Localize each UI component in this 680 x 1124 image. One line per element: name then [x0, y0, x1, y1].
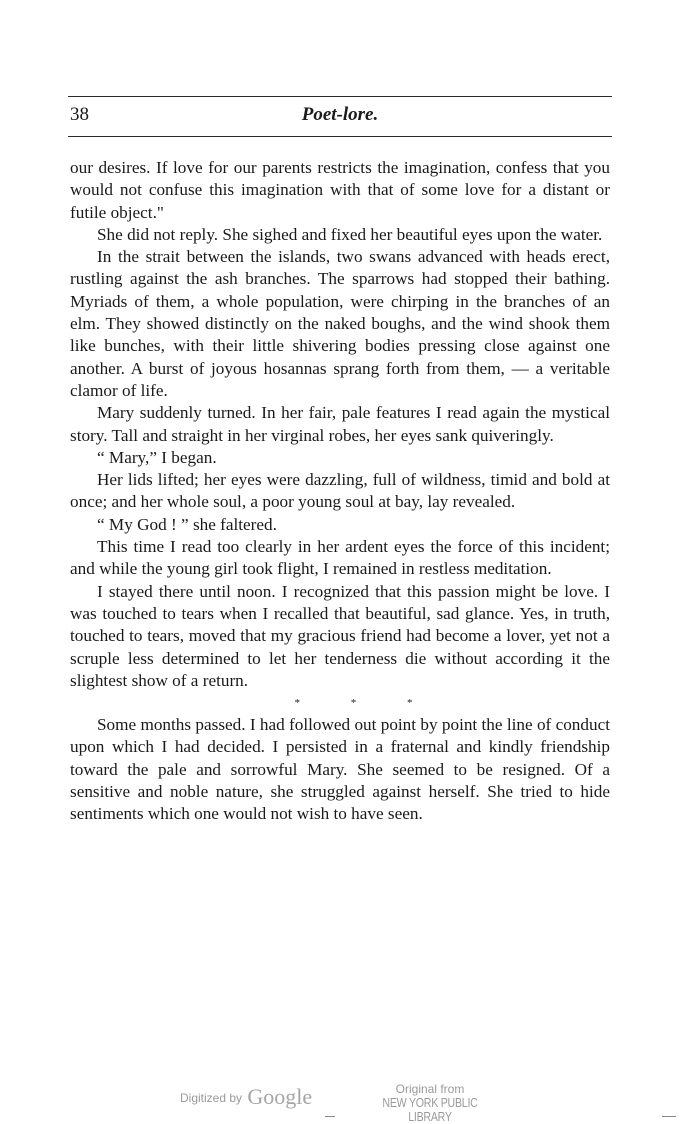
paragraph: I stayed there until noon. I recognized that this passion might be love. I was touched to tears when I recalled that beautiful, sad glance. Yes, in truth, touched to tears, moved that my gracious friend had become a lover, yet not a scruple less determined to let her tenderness die without according it the slightest show of a return.: [70, 581, 610, 690]
original-from-label: Original from: [395, 1082, 465, 1096]
paragraph: This time I read too clearly in her ardent eyes the force of this incident; and while the young girl took flight, I remained in restless meditation.: [70, 537, 610, 579]
page-body: [70, 157, 610, 826]
paragraph: “ My God ! ” she faltered.: [97, 514, 277, 534]
library-name: NEW YORK PUBLIC LIBRARY: [382, 1096, 478, 1124]
paragraph: Some months passed. I had followed out point by point the line of conduct upon which I had decided. I persisted in a fraternal and kindly friendship toward the pale and sorrowful Mary. She seemed to be resigned. Of a sensitive and noble nature, she struggled against herself. She tried to hide sentiments which one would not wish to have seen.: [70, 715, 610, 824]
section-separator: * * *: [294, 697, 413, 710]
paragraph: In the strait between the islands, two swans advanced with heads erect, rustling against the ash branches. The sparrows had stopped their bathing. Myriads of them, a whole population, were chirping in the branches of an elm. They showed distinctly on the naked boughs, and the wind shook them like bunches, with their little shivering bodies pressing close against one another. A burst of joyous hosannas sprang forth from them, — a veritable clamor of life.: [70, 247, 610, 400]
page-number: 38: [70, 104, 89, 125]
header-rule-bottom: [68, 136, 612, 137]
digitized-by-notice: [180, 1084, 312, 1110]
google-logo: Google: [247, 1084, 313, 1109]
header-rule-top: [68, 96, 612, 97]
scan-mark: [662, 1116, 676, 1117]
paragraph: our desires. If love for our parents restricts the imagination, confess that you would not confuse this imagination with that of some love for a distant or futile object.": [70, 158, 610, 222]
paragraph: She did not reply. She sighed and fixed her beautiful eyes upon the water.: [97, 224, 603, 244]
paragraph: “ Mary,” I began.: [97, 447, 217, 467]
running-title: Poet-lore.: [301, 104, 379, 125]
paragraph: Her lids lifted; her eyes were dazzling, full of wildness, timid and bold at once; and her whole soul, a poor young soul at bay, lay revealed.: [70, 470, 610, 512]
original-source-notice: [360, 1082, 500, 1124]
scan-mark: [325, 1116, 335, 1117]
paragraph: Mary suddenly turned. In her fair, pale features I read again the mystical story. Tall and straight in her virginal robes, her eyes sank quiveringly.: [70, 403, 610, 445]
digitization-footer: [0, 1080, 680, 1124]
digitized-by-label: Digitized by: [180, 1091, 243, 1105]
page-header: [70, 104, 610, 130]
